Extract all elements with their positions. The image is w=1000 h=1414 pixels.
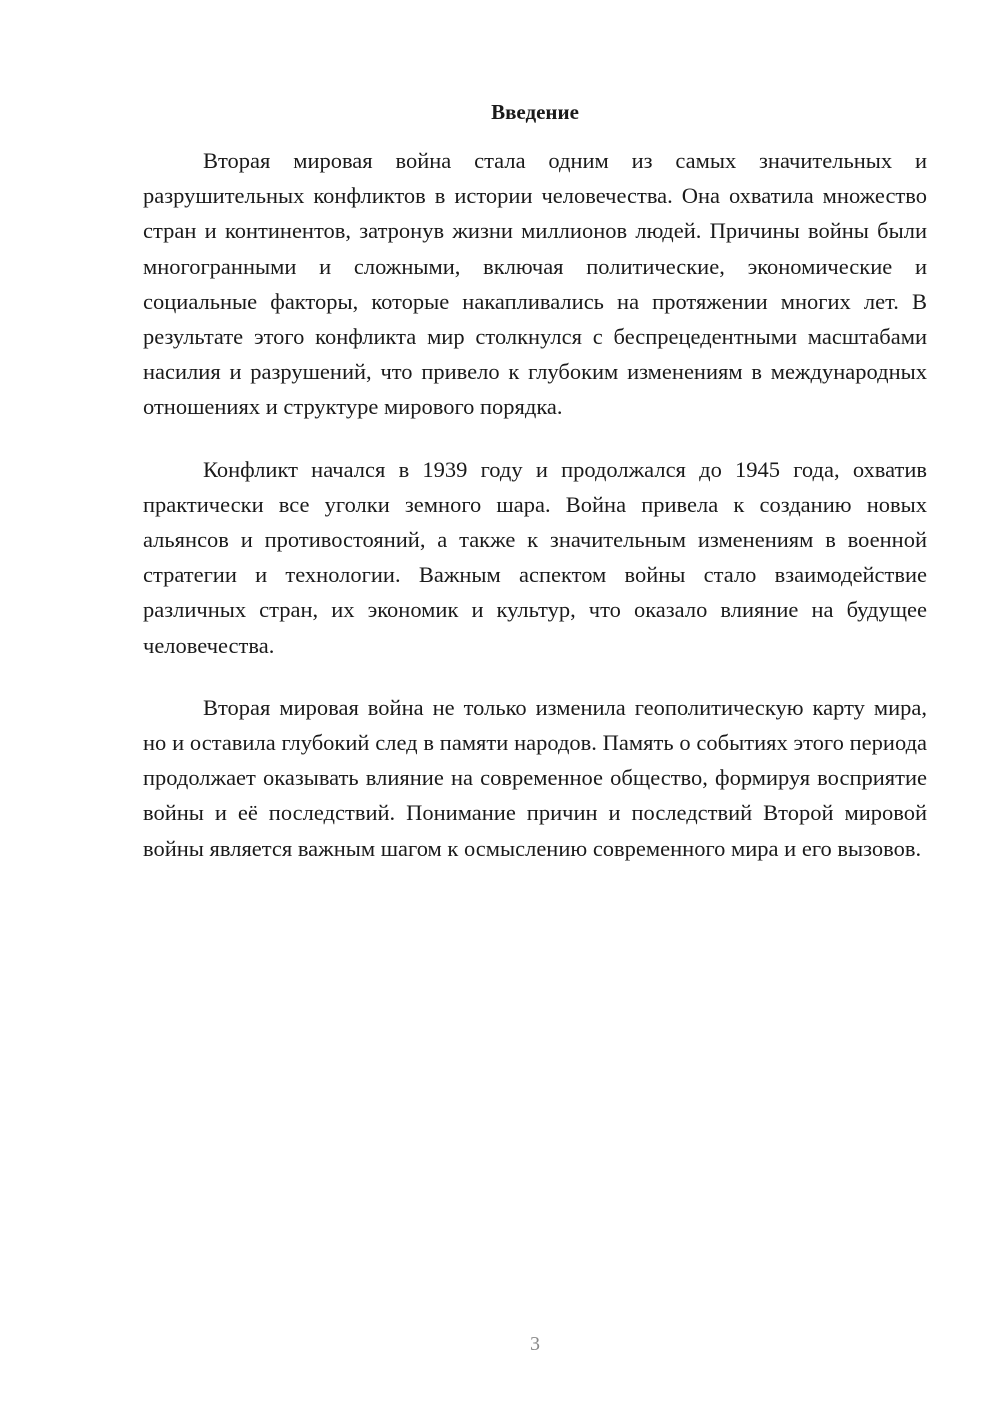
- paragraph: Конфликт начался в 1939 году и продолжался до 1945 года, охватив практически все уголки земного шара. Война привела к созданию новых альянсов и противостояний, а также к значительным изменениям в военной стратегии и технологии. Важным аспектом войны стало взаимодействие различных стран, их экономик и культур, что оказало влияние на будущее человечества.: [143, 456, 927, 658]
- body-text: [143, 143, 927, 893]
- page-number: 3: [530, 1333, 540, 1355]
- paragraph: Вторая мировая война не только изменила геополитическую карту мира, но и оставила глубокий след в памяти народов. Память о событиях этого периода продолжает оказывать влияние на современное общество, формируя восприятие войны и её последствий. Понимание причин и последствий Второй мировой войны является важным шагом к осмыслению современного мира и его вызовов.: [143, 694, 927, 861]
- paragraph: Вторая мировая война стала одним из самых значительных и разрушительных конфликтов в истории человечества. Она охватила множество стран и континентов, затронув жизни миллионов людей. Причины войны были многогранными и сложными, включая политические, экономические и социальные факторы, которые накапливались на протяжении многих лет. В результате этого конфликта мир столкнулся с беспрецедентными масштабами насилия и разрушений, что привело к глубоким изменениям в международных отношениях и структуре мирового порядка.: [143, 148, 927, 420]
- section-title: Введение: [491, 100, 579, 124]
